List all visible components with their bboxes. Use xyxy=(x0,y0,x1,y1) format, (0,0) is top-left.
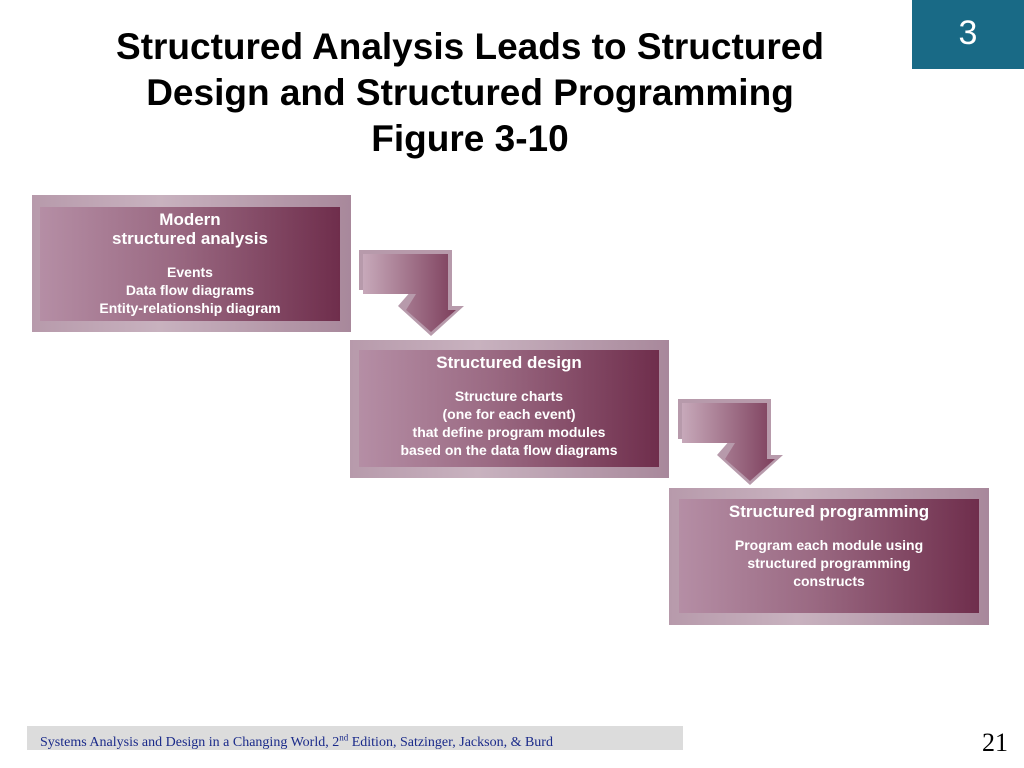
slide-title xyxy=(40,24,900,162)
box-structured-programming-body xyxy=(679,536,979,590)
body-line: Events xyxy=(167,264,213,280)
page-number: 21 xyxy=(982,728,1008,757)
heading-line: structured analysis xyxy=(112,229,268,248)
body-line: based on the data flow diagrams xyxy=(400,442,618,458)
box-structured-programming xyxy=(679,499,979,613)
body-line: Data flow diagrams xyxy=(125,282,255,298)
box-structured-design-heading xyxy=(359,353,659,372)
chapter-badge: 3 xyxy=(912,0,1024,69)
heading-line: Structured design xyxy=(436,353,582,372)
footer-superscript: nd xyxy=(339,732,349,743)
down-right-arrow-1 xyxy=(356,248,466,338)
heading-line: Modern xyxy=(159,210,221,229)
down-right-arrow-2 xyxy=(675,397,785,487)
box-structured-programming-heading xyxy=(679,502,979,521)
title-line-2: Design and Structured Programming xyxy=(146,72,794,113)
body-line: that define program modules xyxy=(412,424,606,440)
footer-citation xyxy=(27,726,683,750)
heading-line: Structured programming xyxy=(728,502,930,521)
title-line-3: Figure 3-10 xyxy=(371,118,569,159)
body-line: constructs xyxy=(793,573,865,589)
body-line: Structure charts xyxy=(454,388,564,404)
body-line: Entity-relationship diagram xyxy=(99,300,281,316)
footer-text-start: Systems Analysis and Design in a Changing World, 2 xyxy=(40,735,340,750)
box-structured-analysis xyxy=(40,207,340,321)
body-line: structured programming xyxy=(747,555,911,571)
title-line-1: Structured Analysis Leads to Structured xyxy=(116,26,824,67)
body-line: Program each module using xyxy=(734,537,924,553)
footer-text-end: Edition, Satzinger, Jackson, & Burd xyxy=(348,735,553,750)
box-structured-analysis-body xyxy=(40,263,340,317)
box-structured-design-body xyxy=(359,387,659,459)
box-structured-design xyxy=(359,350,659,467)
box-structured-analysis-heading xyxy=(40,210,340,248)
body-line: (one for each event) xyxy=(442,406,576,422)
